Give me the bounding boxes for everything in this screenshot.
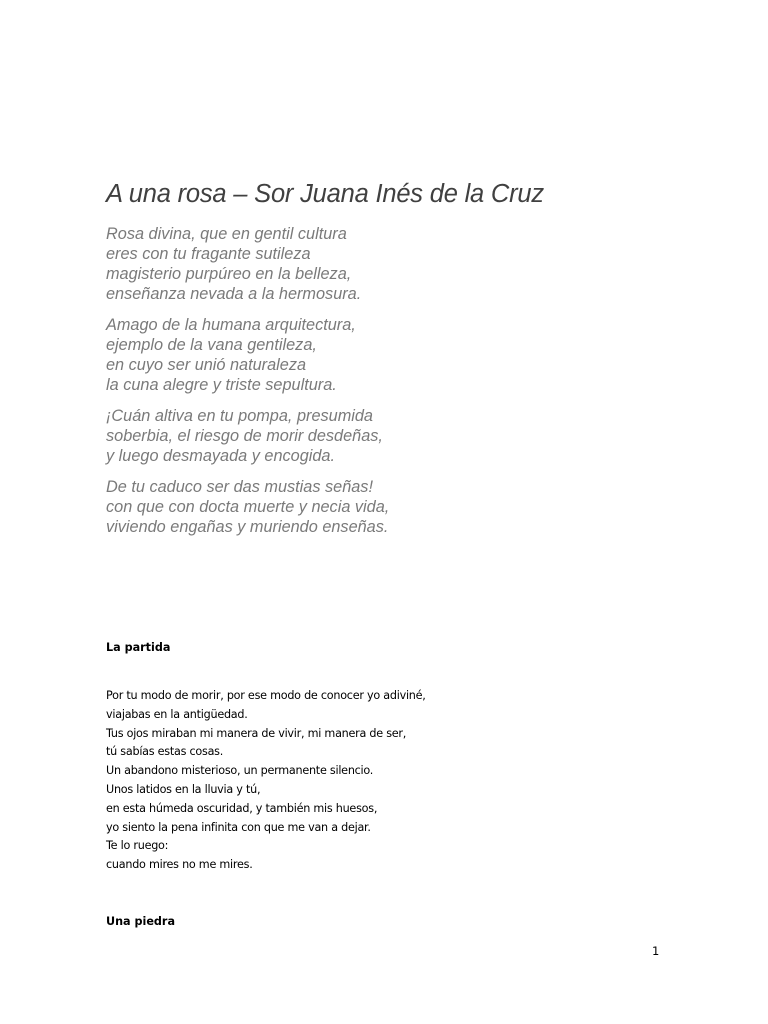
poem-heading-una-piedra: Una piedra [106,915,175,928]
poem-heading-la-partida: La partida [106,641,171,654]
page-number: 1 [652,944,660,958]
poem-heading-una-piedra-wrap [106,914,175,929]
poem-line: Unos latidos en la lluvia y tú, [106,782,261,796]
poem-heading-la-partida-wrap [106,640,170,655]
verse: ¡Cuán altiva en tu pompa, presumida [106,407,373,425]
verse: De tu caduco ser das mustias señas! [106,478,373,496]
verse: con que con docta muerte y necia vida, [106,498,390,516]
poem-body-a-una-rosa [106,224,666,548]
poem-line: yo siento la pena infinita con que me van a dejar. [106,820,371,834]
verse: en cuyo ser unió naturaleza [106,356,307,374]
stanza-1 [106,224,666,304]
verse: magisterio purpúreo en la belleza, [106,265,352,283]
verse: la cuna alegre y triste sepultura. [106,376,337,394]
poem-line: tú sabías estas cosas. [106,745,224,759]
stanza-2 [106,315,666,395]
verse: viviendo engañas y muriendo enseñas. [106,518,389,536]
verse: Rosa divina, que en gentil cultura [106,225,347,243]
poem-line: cuando mires no me mires. [106,858,253,872]
poem-line: en esta húmeda oscuridad, y también mis huesos, [106,801,378,815]
poem-line: Un abandono misterioso, un permanente silencio. [106,764,374,778]
stanza-3 [106,406,666,466]
poem-line: Te lo ruego: [106,839,169,853]
verse: y luego desmayada y encogida. [106,447,335,465]
verse: Amago de la humana arquitectura, [106,316,356,334]
verse: enseñanza nevada a la hermosura. [106,285,362,303]
verse: soberbia, el riesgo de morir desdeñas, [106,427,383,445]
poem-line: viajabas en la antigüedad. [106,707,248,721]
poem-line: Tus ojos miraban mi manera de vivir, mi manera de ser, [106,726,407,740]
verse: eres con tu fragante sutileza [106,245,311,263]
poem-line: Por tu modo de morir, por ese modo de conocer yo adiviné, [106,689,426,702]
verse: ejemplo de la vana gentileza, [106,336,317,354]
stanza-4 [106,477,666,537]
poem-title-a-una-rosa: A una rosa – Sor Juana Inés de la Cruz [106,180,544,208]
poem-body-la-partida [106,687,666,875]
